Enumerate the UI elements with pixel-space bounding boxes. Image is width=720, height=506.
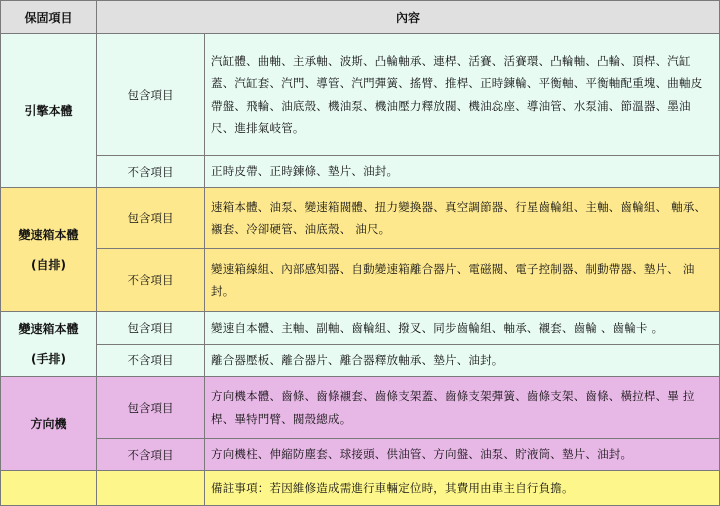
category-auto-transmission bbox=[1, 188, 97, 312]
category-auto-transmission-line2: (自排) bbox=[31, 257, 66, 272]
manual-trans-included-content: 變速自本體、主軸、副軸、齒輪組、撥叉、同步齒輪組、軸承、襯套、齒輪 、齒輪卡 。 bbox=[205, 312, 720, 345]
manual-trans-excluded-content: 離合器壓板、離合器片、離合器釋放軸承、墊片、油封。 bbox=[205, 344, 720, 377]
engine-excluded-row bbox=[1, 156, 720, 188]
category-engine bbox=[1, 34, 97, 188]
auto-trans-included-label: 包含項目 bbox=[97, 188, 205, 249]
category-steering-label: 方向機 bbox=[30, 416, 67, 431]
auto-trans-included-content: 速箱本體、油泵、變速箱閥體、扭力變換器、真空調節器、行星齒輪組、主軸、齒輪組、 軸承、襯套、冷卻硬管、油底殼、 油尺。 bbox=[205, 188, 720, 249]
note-empty-cell-1 bbox=[1, 471, 97, 506]
header-warranty-item: 保固項目 bbox=[1, 1, 97, 34]
steering-excluded-row bbox=[1, 439, 720, 471]
auto-trans-excluded-row bbox=[1, 249, 720, 312]
note-text: 備註事項：若因維修造成需進行車輛定位時，其費用由車主自行負擔。 bbox=[205, 471, 720, 506]
auto-trans-included-row bbox=[1, 188, 720, 249]
category-manual-transmission-line2: (手排) bbox=[31, 352, 66, 366]
manual-trans-included-label: 包含項目 bbox=[97, 312, 205, 345]
steering-included-content: 方向機本體、齒條、齒條襯套、齒條支架蓋、齒條支架彈簧、齒條支架、齒條、橫拉桿、畢 拉桿、畢特門臂、閥殼總成。 bbox=[205, 377, 720, 439]
manual-trans-excluded-row bbox=[1, 344, 720, 377]
category-manual-transmission-line1: 變速箱本體 bbox=[18, 322, 79, 336]
category-manual-transmission bbox=[1, 312, 97, 377]
steering-excluded-label: 不含項目 bbox=[97, 439, 205, 471]
header-row bbox=[1, 1, 720, 34]
engine-excluded-content: 正時皮帶、正時鍊條、墊片、油封。 bbox=[205, 156, 720, 188]
engine-included-row bbox=[1, 34, 720, 156]
manual-trans-included-row bbox=[1, 312, 720, 345]
category-engine-label: 引擎本體 bbox=[24, 103, 73, 118]
steering-included-row bbox=[1, 377, 720, 439]
auto-trans-excluded-label: 不含項目 bbox=[97, 249, 205, 312]
engine-excluded-label: 不含項目 bbox=[97, 156, 205, 188]
header-content: 內容 bbox=[97, 1, 720, 34]
note-row bbox=[1, 471, 720, 506]
category-auto-transmission-line1: 變速箱本體 bbox=[18, 227, 79, 242]
note-empty-cell-2 bbox=[97, 471, 205, 506]
auto-trans-excluded-content: 變速箱線組、內部感知器、自動變速箱離合器片、電磁閥、電子控制器、制動帶器、墊片、 油封。 bbox=[205, 249, 720, 312]
manual-trans-excluded-label: 不含項目 bbox=[97, 344, 205, 377]
steering-included-label: 包含項目 bbox=[97, 377, 205, 439]
engine-included-label: 包含項目 bbox=[97, 34, 205, 156]
steering-excluded-content: 方向機柱、伸縮防塵套、球接頭、供油管、方向盤、油泵、貯液筒、墊片、油封。 bbox=[205, 439, 720, 471]
engine-included-content: 汽缸體、曲軸、主承軸、波斯、凸輪軸承、連桿、活賽、活賽環、凸輪軸、凸輪、頂桿、汽缸蓋、汽缸套、汽門、導管、汽門彈簧、搖臂、推桿、正時鍊輪、平衡軸、平衡軸配重塊、曲軸皮帶盤、飛輪、油底殼、機油泵、機油壓力釋放閥、機油惢座、導油管、水泵浦、節溫器、墨油尺、進排氣岐管。 bbox=[205, 34, 720, 156]
category-steering bbox=[1, 377, 97, 471]
